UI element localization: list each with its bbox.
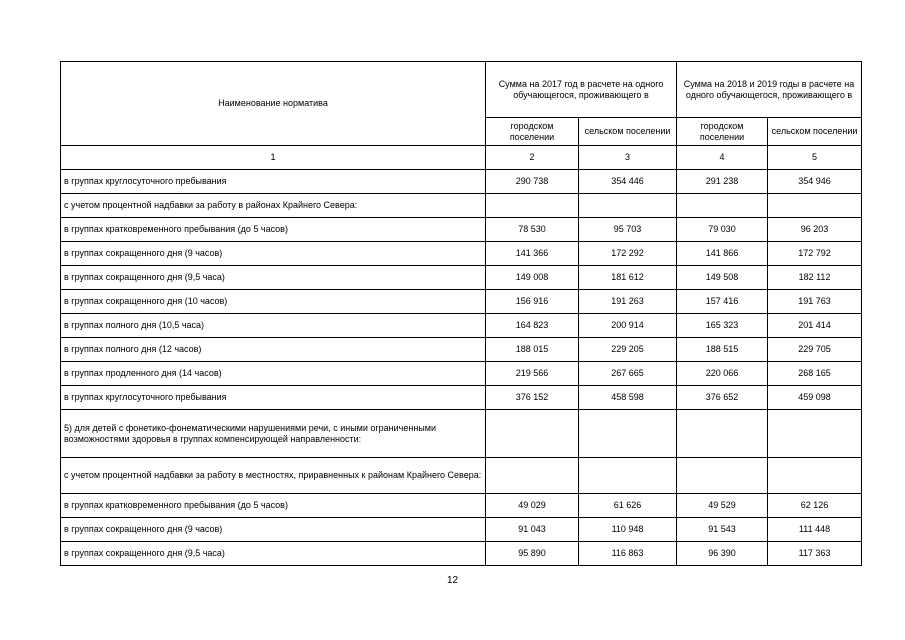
header-group-2017: Сумма на 2017 год в расчете на одного обучающегося, проживающего в (486, 62, 677, 118)
value-rural-2018 (768, 194, 862, 218)
value-rural-2018: 182 112 (768, 266, 862, 290)
value-urban-2017: 164 823 (486, 314, 579, 338)
table-row (61, 266, 862, 290)
row-label: с учетом процентной надбавки за работу в местностях, приравненных к районам Крайнего Севера: (61, 458, 486, 494)
table-row (61, 338, 862, 362)
value-rural-2018: 117 363 (768, 542, 862, 566)
column-number: 3 (579, 146, 677, 170)
value-rural-2018 (768, 458, 862, 494)
value-rural-2018: 229 705 (768, 338, 862, 362)
table-row (61, 458, 862, 494)
value-urban-2017: 376 152 (486, 386, 579, 410)
value-rural-2017: 267 665 (579, 362, 677, 386)
value-rural-2018: 354 946 (768, 170, 862, 194)
row-label: в группах сокращенного дня (9,5 часа) (61, 266, 486, 290)
row-label: в группах кратковременного пребывания (до 5 часов) (61, 218, 486, 242)
value-urban-2018: 79 030 (677, 218, 768, 242)
column-number: 4 (677, 146, 768, 170)
value-rural-2017 (579, 458, 677, 494)
value-rural-2018 (768, 410, 862, 458)
value-rural-2018: 172 792 (768, 242, 862, 266)
header-urban-2018: городском поселении (677, 118, 768, 146)
column-number: 5 (768, 146, 862, 170)
table-row (61, 170, 862, 194)
value-urban-2017: 219 566 (486, 362, 579, 386)
value-rural-2017 (579, 410, 677, 458)
header-name-col: Наименование норматива (61, 62, 486, 146)
row-label: в группах круглосуточного пребывания (61, 386, 486, 410)
header-urban-2017: городском поселении (486, 118, 579, 146)
table-row (61, 242, 862, 266)
value-rural-2018: 96 203 (768, 218, 862, 242)
value-urban-2018: 376 652 (677, 386, 768, 410)
value-rural-2017: 172 292 (579, 242, 677, 266)
header-rural-2018: сельском поселении (768, 118, 862, 146)
normative-table (60, 61, 862, 566)
value-urban-2017: 141 366 (486, 242, 579, 266)
value-urban-2018: 91 543 (677, 518, 768, 542)
table-row (61, 518, 862, 542)
value-rural-2018: 191 763 (768, 290, 862, 314)
value-urban-2018 (677, 410, 768, 458)
value-rural-2018: 201 414 (768, 314, 862, 338)
header-rural-2017: сельском поселении (579, 118, 677, 146)
value-urban-2017: 49 029 (486, 494, 579, 518)
value-urban-2018 (677, 194, 768, 218)
row-label: в группах продленного дня (14 часов) (61, 362, 486, 386)
table-row (61, 218, 862, 242)
value-urban-2018: 188 515 (677, 338, 768, 362)
row-label: с учетом процентной надбавки за работу в районах Крайнего Севера: (61, 194, 486, 218)
column-number: 2 (486, 146, 579, 170)
value-urban-2017: 149 008 (486, 266, 579, 290)
value-urban-2017: 188 015 (486, 338, 579, 362)
value-urban-2017 (486, 458, 579, 494)
value-rural-2017: 354 446 (579, 170, 677, 194)
page-number: 12 (446, 575, 459, 586)
value-urban-2018: 141 866 (677, 242, 768, 266)
table-row (61, 314, 862, 338)
value-rural-2017: 181 612 (579, 266, 677, 290)
value-rural-2018: 268 165 (768, 362, 862, 386)
value-rural-2018: 459 098 (768, 386, 862, 410)
table-row (61, 194, 862, 218)
value-urban-2017 (486, 410, 579, 458)
value-rural-2017 (579, 194, 677, 218)
value-rural-2017: 191 263 (579, 290, 677, 314)
value-urban-2018: 96 390 (677, 542, 768, 566)
value-urban-2018: 149 508 (677, 266, 768, 290)
value-urban-2018 (677, 458, 768, 494)
row-label: в группах полного дня (12 часов) (61, 338, 486, 362)
value-rural-2017: 61 626 (579, 494, 677, 518)
row-label: в группах сокращенного дня (9 часов) (61, 518, 486, 542)
row-label: в группах сокращенного дня (9,5 часа) (61, 542, 486, 566)
value-urban-2017: 78 530 (486, 218, 579, 242)
value-rural-2018: 62 126 (768, 494, 862, 518)
row-label: в группах сокращенного дня (9 часов) (61, 242, 486, 266)
row-label: в группах сокращенного дня (10 часов) (61, 290, 486, 314)
row-label: в группах круглосуточного пребывания (61, 170, 486, 194)
table-row (61, 362, 862, 386)
header-group-2018-2019: Сумма на 2018 и 2019 годы в расчете на одного обучающегося, проживающего в (677, 62, 862, 118)
row-label: в группах полного дня (10,5 часа) (61, 314, 486, 338)
value-urban-2018: 157 416 (677, 290, 768, 314)
value-urban-2017: 95 890 (486, 542, 579, 566)
value-rural-2017: 229 205 (579, 338, 677, 362)
value-urban-2017: 290 738 (486, 170, 579, 194)
value-urban-2018: 49 529 (677, 494, 768, 518)
value-urban-2017 (486, 194, 579, 218)
table-row (61, 542, 862, 566)
value-rural-2017: 200 914 (579, 314, 677, 338)
value-urban-2017: 91 043 (486, 518, 579, 542)
value-urban-2018: 220 066 (677, 362, 768, 386)
value-rural-2017: 116 863 (579, 542, 677, 566)
header-row-1 (61, 62, 862, 118)
value-rural-2018: 111 448 (768, 518, 862, 542)
table-row (61, 386, 862, 410)
row-label: в группах кратковременного пребывания (до 5 часов) (61, 494, 486, 518)
value-urban-2018: 291 238 (677, 170, 768, 194)
value-rural-2017: 110 948 (579, 518, 677, 542)
value-rural-2017: 458 598 (579, 386, 677, 410)
row-label: 5) для детей с фонетико-фонематическими нарушениями речи, с иными ограниченными возможностями здоровья в группах компенсирующей направленности: (61, 410, 486, 458)
value-urban-2018: 165 323 (677, 314, 768, 338)
value-urban-2017: 156 916 (486, 290, 579, 314)
column-number: 1 (61, 146, 486, 170)
header-number-row (61, 146, 862, 170)
table-row (61, 410, 862, 458)
table-row (61, 290, 862, 314)
table-row (61, 494, 862, 518)
value-rural-2017: 95 703 (579, 218, 677, 242)
